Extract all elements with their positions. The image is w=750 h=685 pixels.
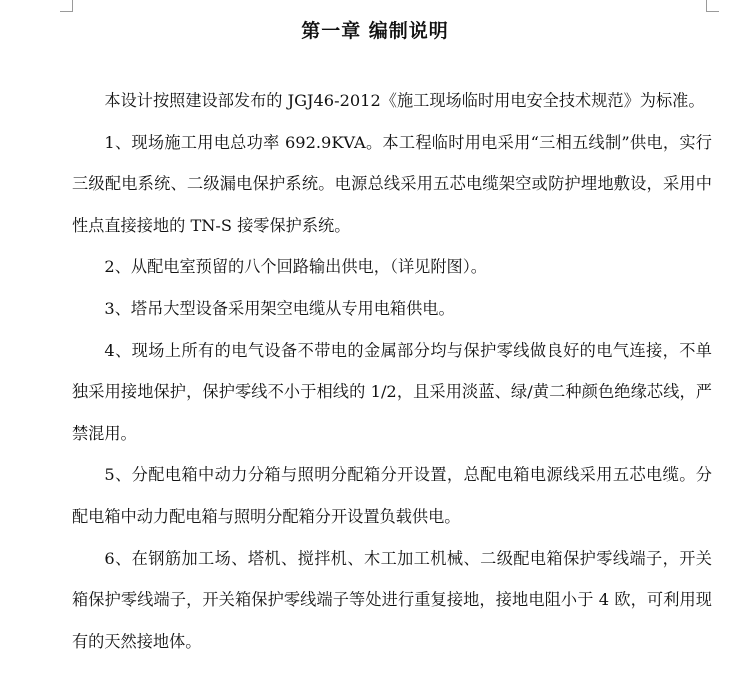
paragraph-item-5: 5、分配电箱中动力分箱与照明分配箱分开设置，总配电箱电源线采用五芯电缆。分配电箱中动力配电箱与照明分配箱分开设置负载供电。: [72, 465, 712, 526]
paragraph-item-2: 2、从配电室预留的八个回路输出供电，（详见附图）。: [104, 257, 487, 277]
document-body: [72, 80, 712, 662]
paragraph-intro: 本设计按照建设部发布的 JGJ46-2012《施工现场临时用电安全技术规范》为标准。: [104, 91, 705, 110]
crop-mark-top-left: [72, 0, 73, 12]
crop-mark-top-left: [60, 11, 72, 12]
paragraph-item-4: 4、现场上所有的电气设备不带电的金属部分均与保护零线做良好的电气连接，不单独采用接地保护，保护零线不小于相线的 1/2，且采用淡蓝、绿/黄二种颜色绝缘芯线，严禁混用。: [72, 340, 712, 443]
chapter-title: 第一章 编制说明: [301, 20, 449, 42]
paragraph-item-6: 6、在钢筋加工场、塔机、搅拌机、木工加工机械、二级配电箱保护零线端子，开关箱保护零线端子，开关箱保护零线端子等处进行重复接地，接地电阻小于 4 欧，可利用现有的天然接地体。: [72, 548, 712, 651]
paragraph-item-3: 3、塔吊大型设备采用架空电缆从专用电箱供电。: [104, 298, 455, 318]
crop-mark-top-right: [707, 11, 719, 12]
paragraph-item-1: 1、现场施工用电总功率 692.9KVA。本工程临时用电采用“三相五线制”供电，实行三级配电系统、二级漏电保护系统。电源总线采用五芯电缆架空或防护埋地敷设，采用中性点直接接地的 TN-S 接零保护系统。: [72, 132, 712, 235]
